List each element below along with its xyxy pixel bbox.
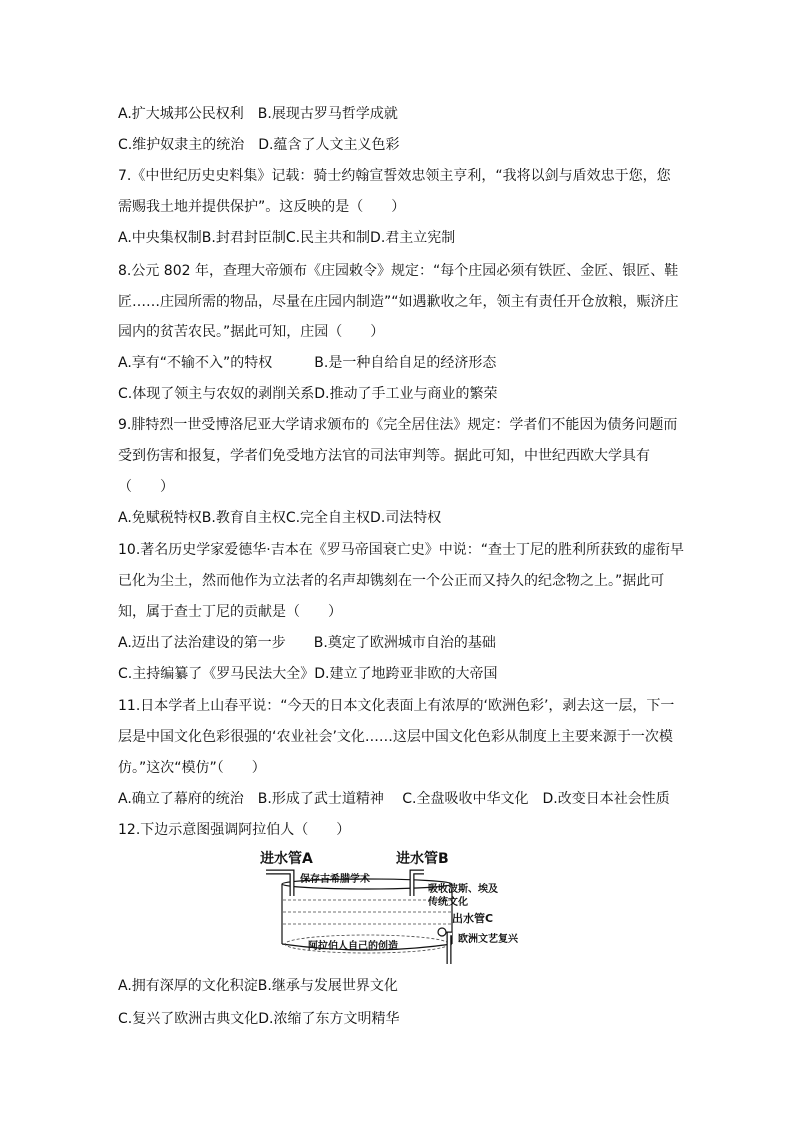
inlet-pipe-a (266, 872, 292, 896)
question-10-line-2: 已化为尘土，然而他作为立法者的名声却镌刻在一个公正而又持久的纪念物之上。”据此可 (118, 573, 665, 589)
question-7-line-1: 7.《中世纪历史史料集》记载：骑士约翰宣誓效忠领主亨利，“我将以剑与盾效忠于您，您 (118, 168, 671, 184)
question-11-line-3: 仿。”这次“模仿”（ ） (118, 760, 266, 776)
label-greek-scholarship: 保存古希腊学术 (300, 874, 370, 885)
inlet-pipe-a-inner (266, 872, 292, 896)
question-8-line-1: 8.公元 802 年，查理大帝颁布《庄园敕令》规定：“每个庄园必须有铁匠、金匠、银匠、鞋 (118, 263, 679, 279)
option-line-12ab: A.拥有深厚的文化积淀B.继承与发展世界文化 (118, 978, 398, 994)
question-12-line-1: 12.下边示意图强调阿拉伯人（ ） (118, 822, 351, 838)
option-line-6ab: A.扩大城邦公民权利 B.展现古罗马哲学成就 (118, 106, 398, 122)
question-9-line-3: （ ） (118, 479, 174, 495)
inlet-pipe-b (412, 872, 424, 896)
label-arab-creation: 阿拉伯人自己的创造 (308, 941, 398, 952)
question-8-line-3: 园内的贫苦农民。”据此可知，庄园（ ） (118, 324, 385, 340)
option-line-12cd: C.复兴了欧洲古典文化D.浓缩了东方文明精华 (118, 1011, 400, 1027)
question-9-line-2: 受到伤害和报复，学者们免受地方法官的司法审判等。据此可知，中世纪西欧大学具有 (118, 448, 650, 464)
option-line-10ab: A.迈出了法治建设的第一步 B.奠定了欧洲城市自治的基础 (118, 635, 496, 651)
inlet-a-label: 进水管A (260, 851, 313, 867)
question-10-line-3: 知，属于查士丁尼的贡献是（ ） (118, 604, 342, 620)
option-line-10cd: C.主持编纂了《罗马民法大全》D.建立了地跨亚非欧的大帝国 (118, 666, 498, 682)
outlet-c-label: 出水管C (452, 912, 494, 925)
option-line-9: A.免赋税特权B.教育自主权C.完全自主权D.司法特权 (118, 510, 442, 526)
question-8-line-2: 匠……庄园所需的物品，尽量在庄园内制造”“如遇歉收之年，领主有责任开仓放粮，赈济庄 (118, 294, 679, 310)
question-7-line-2: 需赐我土地并提供保护”。这反映的是（ ） (118, 199, 406, 215)
option-line-8ab: A.享有“不输不入”的特权 B.是一种自给自足的经济形态 (118, 355, 497, 371)
question-11-line-1: 11.日本学者上山春平说：“今天的日本文化表面上有浓厚的‘欧洲色彩’，剥去这一层，下一 (118, 698, 675, 714)
outlet-valve (438, 928, 446, 936)
inlet-b-label: 进水管B (396, 851, 449, 867)
option-line-11: A.确立了幕府的统治 B.形成了武士道精神 C.全盘吸收中华文化 D.改变日本社会性质 (118, 791, 670, 807)
label-persia-egypt-1: 吸收波斯、埃及 (428, 884, 498, 895)
option-line-8cd: C.体现了领主与农奴的剥削关系D.推动了手工业与商业的繁荣 (118, 386, 498, 402)
label-persia-egypt-2: 传统文化 (428, 897, 468, 908)
water-tank-diagram (252, 850, 542, 964)
question-10-line-1: 10.著名历史学家爱德华·吉本在《罗马帝国衰亡史》中说：“查士丁尼的胜利所获致的虚衔早 (118, 542, 684, 558)
question-11-line-2: 层是中国文化色彩很强的‘农业社会’文化……这层中国文化色彩从制度上主要来源于一次模 (118, 729, 673, 745)
option-line-7: A.中央集权制B.封君封臣制C.民主共和制D.君主立宪制 (118, 230, 456, 246)
label-renaissance: 欧洲文艺复兴 (458, 934, 518, 945)
option-line-6cd: C.维护奴隶主的统治 D.蕴含了人文主义色彩 (118, 137, 400, 153)
question-9-line-1: 9.腓特烈一世受博洛尼亚大学请求颁布的《完全居住法》规定：学者们不能因为债务问题而 (118, 417, 678, 433)
